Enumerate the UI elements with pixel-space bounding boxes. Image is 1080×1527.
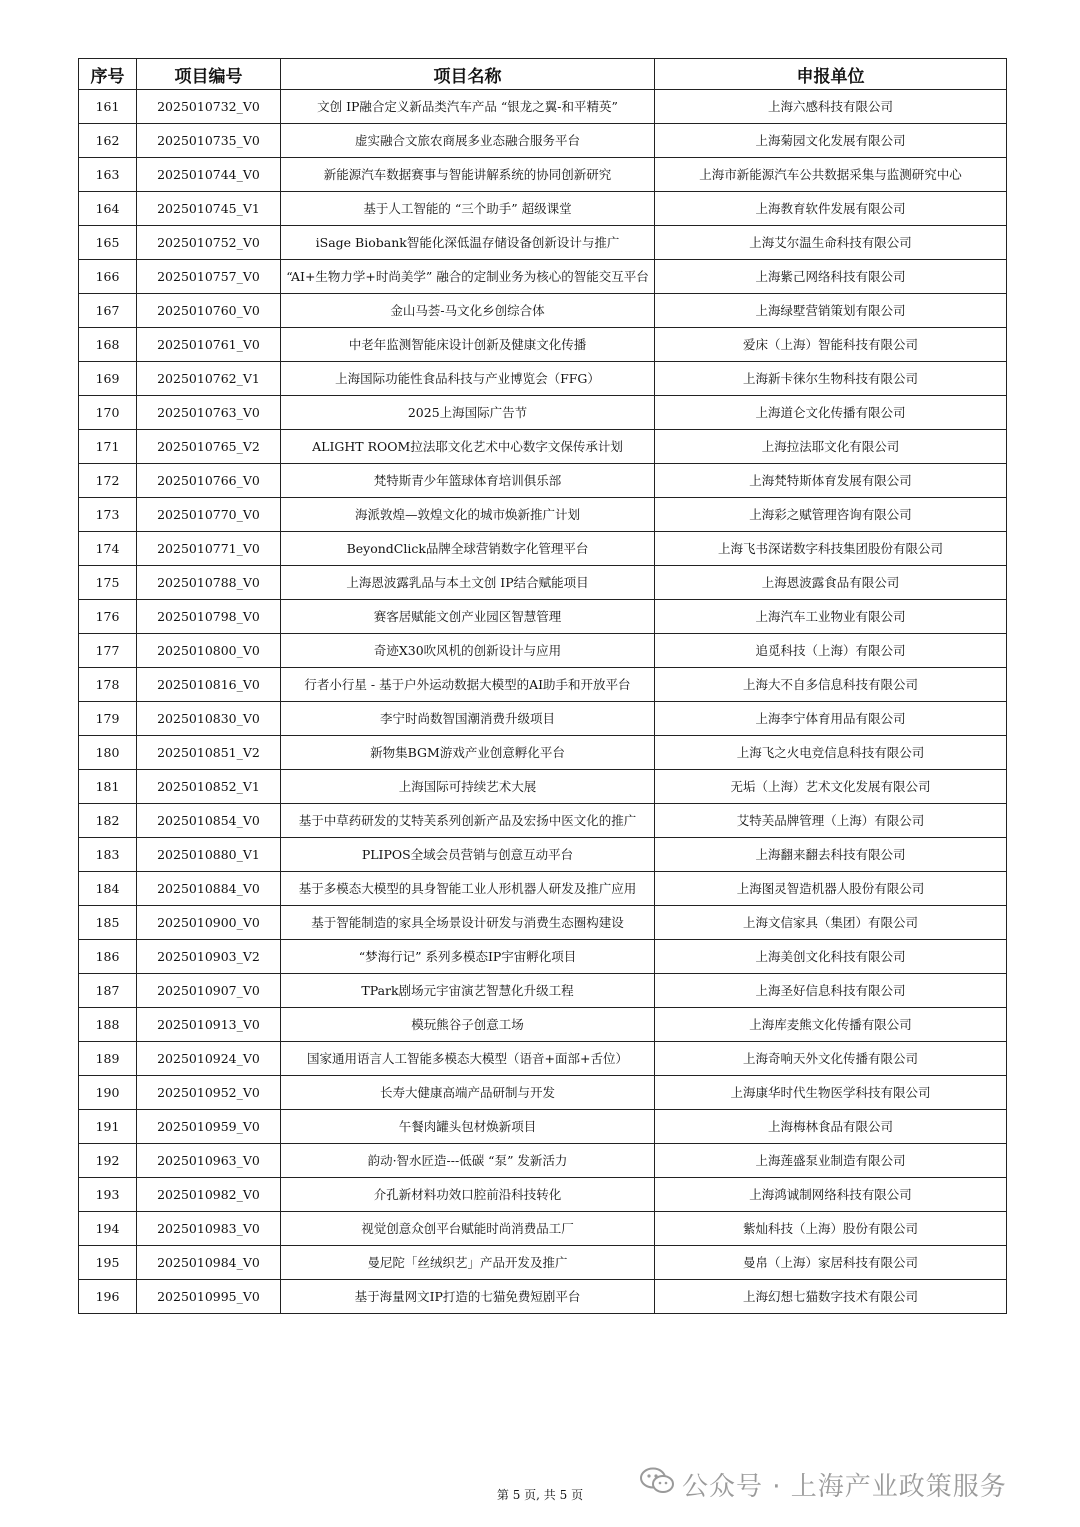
- project-code: 2025010788_V0: [137, 566, 281, 600]
- project-code: 2025010745_V1: [137, 192, 281, 226]
- project-name: 韵动·智水匠造---低碳 “泵” 发新活力: [281, 1144, 655, 1178]
- project-name: 基于中草药研发的艾特芙系列创新产品及宏扬中医文化的推广: [281, 804, 655, 838]
- applicant: 上海彩之赋管理咨询有限公司: [655, 498, 1007, 532]
- project-name: 基于智能制造的家具全场景设计研发与消费生态圈构建设: [281, 906, 655, 940]
- project-code: 2025010771_V0: [137, 532, 281, 566]
- table-row: [79, 668, 1007, 702]
- project-name: 基于多模态大模型的具身智能工业人形机器人研发及推广应用: [281, 872, 655, 906]
- table-header-row: [79, 59, 1007, 90]
- row-index: 165: [79, 226, 137, 260]
- row-index: 184: [79, 872, 137, 906]
- project-name: “梦海行记” 系列多模态IP宇宙孵化项目: [281, 940, 655, 974]
- applicant: 上海教育软件发展有限公司: [655, 192, 1007, 226]
- project-name: 午餐肉罐头包材焕新项目: [281, 1110, 655, 1144]
- project-table: [78, 58, 1007, 1314]
- project-code: 2025010959_V0: [137, 1110, 281, 1144]
- project-code: 2025010765_V2: [137, 430, 281, 464]
- project-code: 2025010798_V0: [137, 600, 281, 634]
- header-project-name: 项目名称: [281, 59, 655, 90]
- project-name: 新能源汽车数据赛事与智能讲解系统的协同创新研究: [281, 158, 655, 192]
- table-row: [79, 464, 1007, 498]
- applicant: 上海艾尔温生命科技有限公司: [655, 226, 1007, 260]
- applicant: 上海恩波露食品有限公司: [655, 566, 1007, 600]
- project-name: 赛客居赋能文创产业园区智慧管理: [281, 600, 655, 634]
- row-index: 195: [79, 1246, 137, 1280]
- row-index: 192: [79, 1144, 137, 1178]
- row-index: 182: [79, 804, 137, 838]
- project-code: 2025010800_V0: [137, 634, 281, 668]
- project-code: 2025010816_V0: [137, 668, 281, 702]
- applicant: 曼帛（上海）家居科技有限公司: [655, 1246, 1007, 1280]
- table-row: [79, 124, 1007, 158]
- table-row: [79, 396, 1007, 430]
- header-applicant: 申报单位: [655, 59, 1007, 90]
- project-code: 2025010907_V0: [137, 974, 281, 1008]
- project-code: 2025010900_V0: [137, 906, 281, 940]
- project-code: 2025010952_V0: [137, 1076, 281, 1110]
- table-row: [79, 532, 1007, 566]
- project-name: BeyondClick品牌全球营销数字化管理平台: [281, 532, 655, 566]
- row-index: 183: [79, 838, 137, 872]
- applicant: 上海康华时代生物医学科技有限公司: [655, 1076, 1007, 1110]
- project-code: 2025010760_V0: [137, 294, 281, 328]
- project-name: 行者小行星 - 基于户外运动数据大模型的AI助手和开放平台: [281, 668, 655, 702]
- table-row: [79, 736, 1007, 770]
- row-index: 190: [79, 1076, 137, 1110]
- project-name: 新物集BGM游戏产业创意孵化平台: [281, 736, 655, 770]
- row-index: 177: [79, 634, 137, 668]
- project-code: 2025010854_V0: [137, 804, 281, 838]
- project-code: 2025010852_V1: [137, 770, 281, 804]
- project-code: 2025010757_V0: [137, 260, 281, 294]
- applicant: 上海六感科技有限公司: [655, 90, 1007, 124]
- row-index: 166: [79, 260, 137, 294]
- table-row: [79, 226, 1007, 260]
- table-row: [79, 1178, 1007, 1212]
- applicant: 上海汽车工业物业有限公司: [655, 600, 1007, 634]
- table-row: [79, 1076, 1007, 1110]
- table-row: [79, 1042, 1007, 1076]
- applicant: 上海菊园文化发展有限公司: [655, 124, 1007, 158]
- applicant: 上海奇响天外文化传播有限公司: [655, 1042, 1007, 1076]
- row-index: 178: [79, 668, 137, 702]
- project-name: 基于人工智能的 “三个助手” 超级课堂: [281, 192, 655, 226]
- applicant: 上海美创文化科技有限公司: [655, 940, 1007, 974]
- table-row: [79, 1280, 1007, 1314]
- project-name: 奇迹X30吹风机的创新设计与应用: [281, 634, 655, 668]
- applicant: 上海紫己网络科技有限公司: [655, 260, 1007, 294]
- table-row: [79, 260, 1007, 294]
- row-index: 188: [79, 1008, 137, 1042]
- table-row: [79, 362, 1007, 396]
- project-code: 2025010763_V0: [137, 396, 281, 430]
- table-row: [79, 974, 1007, 1008]
- row-index: 167: [79, 294, 137, 328]
- page-number: 第 5 页, 共 5 页: [496, 1488, 584, 1502]
- table-row: [79, 906, 1007, 940]
- row-index: 185: [79, 906, 137, 940]
- table-row: [79, 872, 1007, 906]
- applicant: 上海翻来翻去科技有限公司: [655, 838, 1007, 872]
- row-index: 179: [79, 702, 137, 736]
- row-index: 169: [79, 362, 137, 396]
- project-name: iSage Biobank智能化深低温存储设备创新设计与推广: [281, 226, 655, 260]
- project-code: 2025010732_V0: [137, 90, 281, 124]
- wechat-icon: [640, 1467, 674, 1502]
- project-name: 中老年监测智能床设计创新及健康文化传播: [281, 328, 655, 362]
- project-code: 2025010851_V2: [137, 736, 281, 770]
- applicant: 上海绿墅营销策划有限公司: [655, 294, 1007, 328]
- project-code: 2025010924_V0: [137, 1042, 281, 1076]
- table-row: [79, 1246, 1007, 1280]
- project-code: 2025010770_V0: [137, 498, 281, 532]
- watermark-text: 公众号 · 上海产业政策服务: [682, 1472, 1007, 1502]
- applicant: 紫灿科技（上海）股份有限公司: [655, 1212, 1007, 1246]
- row-index: 180: [79, 736, 137, 770]
- table-row: [79, 566, 1007, 600]
- applicant: 上海李宁体育用品有限公司: [655, 702, 1007, 736]
- row-index: 186: [79, 940, 137, 974]
- table-row: [79, 498, 1007, 532]
- row-index: 175: [79, 566, 137, 600]
- project-name: 金山马荟-马文化乡创综合体: [281, 294, 655, 328]
- project-name: 上海恩波露乳品与本土文创 IP结合赋能项目: [281, 566, 655, 600]
- row-index: 187: [79, 974, 137, 1008]
- applicant: 上海市新能源汽车公共数据采集与监测研究中心: [655, 158, 1007, 192]
- table-row: [79, 634, 1007, 668]
- project-name: 梵特斯青少年篮球体育培训俱乐部: [281, 464, 655, 498]
- table-row: [79, 940, 1007, 974]
- project-name: “AI+生物力学+时尚美学” 融合的定制业务为核心的智能交互平台: [281, 260, 655, 294]
- project-name: 海派敦煌—敦煌文化的城市焕新推广计划: [281, 498, 655, 532]
- table-row: [79, 600, 1007, 634]
- project-code: 2025010762_V1: [137, 362, 281, 396]
- row-index: 176: [79, 600, 137, 634]
- table-row: [79, 1144, 1007, 1178]
- table-row: [79, 328, 1007, 362]
- applicant: 无垢（上海）艺术文化发展有限公司: [655, 770, 1007, 804]
- row-index: 191: [79, 1110, 137, 1144]
- table-row: [79, 158, 1007, 192]
- row-index: 162: [79, 124, 137, 158]
- applicant: 上海库麦熊文化传播有限公司: [655, 1008, 1007, 1042]
- header-index: 序号: [79, 59, 137, 90]
- project-name: 基于海量网文IP打造的七猫免费短剧平台: [281, 1280, 655, 1314]
- table-row: [79, 1212, 1007, 1246]
- applicant: 上海飞之火电竞信息科技有限公司: [655, 736, 1007, 770]
- applicant: 爱床（上海）智能科技有限公司: [655, 328, 1007, 362]
- project-name: 介孔新材料功效口腔前沿科技转化: [281, 1178, 655, 1212]
- project-code: 2025010984_V0: [137, 1246, 281, 1280]
- applicant: 上海新卡徕尔生物科技有限公司: [655, 362, 1007, 396]
- applicant: 上海道仑文化传播有限公司: [655, 396, 1007, 430]
- row-index: 163: [79, 158, 137, 192]
- applicant: 上海梅林食品有限公司: [655, 1110, 1007, 1144]
- project-code: 2025010735_V0: [137, 124, 281, 158]
- table-row: [79, 702, 1007, 736]
- project-code: 2025010830_V0: [137, 702, 281, 736]
- project-name: TPark剧场元宇宙演艺智慧化升级工程: [281, 974, 655, 1008]
- row-index: 164: [79, 192, 137, 226]
- project-name: 模玩熊谷子创意工场: [281, 1008, 655, 1042]
- project-name: 曼尼陀「丝绒织艺」产品开发及推广: [281, 1246, 655, 1280]
- row-index: 196: [79, 1280, 137, 1314]
- table-row: [79, 192, 1007, 226]
- watermark: [640, 1466, 1007, 1503]
- table-row: [79, 770, 1007, 804]
- row-index: 173: [79, 498, 137, 532]
- table-row: [79, 90, 1007, 124]
- applicant: 上海大不自多信息科技有限公司: [655, 668, 1007, 702]
- project-code: 2025010744_V0: [137, 158, 281, 192]
- project-name: PLIPOS全域会员营销与创意互动平台: [281, 838, 655, 872]
- project-code: 2025010913_V0: [137, 1008, 281, 1042]
- row-index: 171: [79, 430, 137, 464]
- applicant: 上海莲盛泵业制造有限公司: [655, 1144, 1007, 1178]
- table-row: [79, 804, 1007, 838]
- row-index: 181: [79, 770, 137, 804]
- row-index: 194: [79, 1212, 137, 1246]
- applicant: 上海梵特斯体育发展有限公司: [655, 464, 1007, 498]
- project-code: 2025010761_V0: [137, 328, 281, 362]
- applicant: 上海文信家具（集团）有限公司: [655, 906, 1007, 940]
- project-name: 上海国际功能性食品科技与产业博览会（FFG）: [281, 362, 655, 396]
- row-index: 174: [79, 532, 137, 566]
- table-row: [79, 1008, 1007, 1042]
- project-code: 2025010903_V2: [137, 940, 281, 974]
- row-index: 172: [79, 464, 137, 498]
- applicant: 上海幻想七猫数字技术有限公司: [655, 1280, 1007, 1314]
- applicant: 上海图灵智造机器人股份有限公司: [655, 872, 1007, 906]
- applicant: 艾特芙品牌管理（上海）有限公司: [655, 804, 1007, 838]
- project-name: 2025上海国际广告节: [281, 396, 655, 430]
- project-code: 2025010982_V0: [137, 1178, 281, 1212]
- table-row: [79, 294, 1007, 328]
- header-project-code: 项目编号: [137, 59, 281, 90]
- project-name: 虚实融合文旅农商展多业态融合服务平台: [281, 124, 655, 158]
- applicant: 追觅科技（上海）有限公司: [655, 634, 1007, 668]
- applicant: 上海拉法耶文化有限公司: [655, 430, 1007, 464]
- row-index: 193: [79, 1178, 137, 1212]
- table-row: [79, 838, 1007, 872]
- project-code: 2025010752_V0: [137, 226, 281, 260]
- applicant: 上海圣好信息科技有限公司: [655, 974, 1007, 1008]
- project-name: ALIGHT ROOM拉法耶文化艺术中心数字文保传承计划: [281, 430, 655, 464]
- project-name: 视觉创意众创平台赋能时尚消费品工厂: [281, 1212, 655, 1246]
- project-name: 李宁时尚数智国潮消费升级项目: [281, 702, 655, 736]
- project-name: 长寿大健康高端产品研制与开发: [281, 1076, 655, 1110]
- project-code: 2025010983_V0: [137, 1212, 281, 1246]
- project-code: 2025010766_V0: [137, 464, 281, 498]
- applicant: 上海飞书深诺数字科技集团股份有限公司: [655, 532, 1007, 566]
- table-row: [79, 1110, 1007, 1144]
- row-index: 189: [79, 1042, 137, 1076]
- project-name: 上海国际可持续艺术大展: [281, 770, 655, 804]
- project-name: 文创 IP融合定义新品类汽车产品 “银龙之翼-和平精英”: [281, 90, 655, 124]
- project-code: 2025010884_V0: [137, 872, 281, 906]
- applicant: 上海鸿诚制网络科技有限公司: [655, 1178, 1007, 1212]
- project-name: 国家通用语言人工智能多模态大模型（语音+面部+舌位）: [281, 1042, 655, 1076]
- project-code: 2025010963_V0: [137, 1144, 281, 1178]
- project-code: 2025010995_V0: [137, 1280, 281, 1314]
- row-index: 161: [79, 90, 137, 124]
- table-row: [79, 430, 1007, 464]
- project-code: 2025010880_V1: [137, 838, 281, 872]
- row-index: 168: [79, 328, 137, 362]
- row-index: 170: [79, 396, 137, 430]
